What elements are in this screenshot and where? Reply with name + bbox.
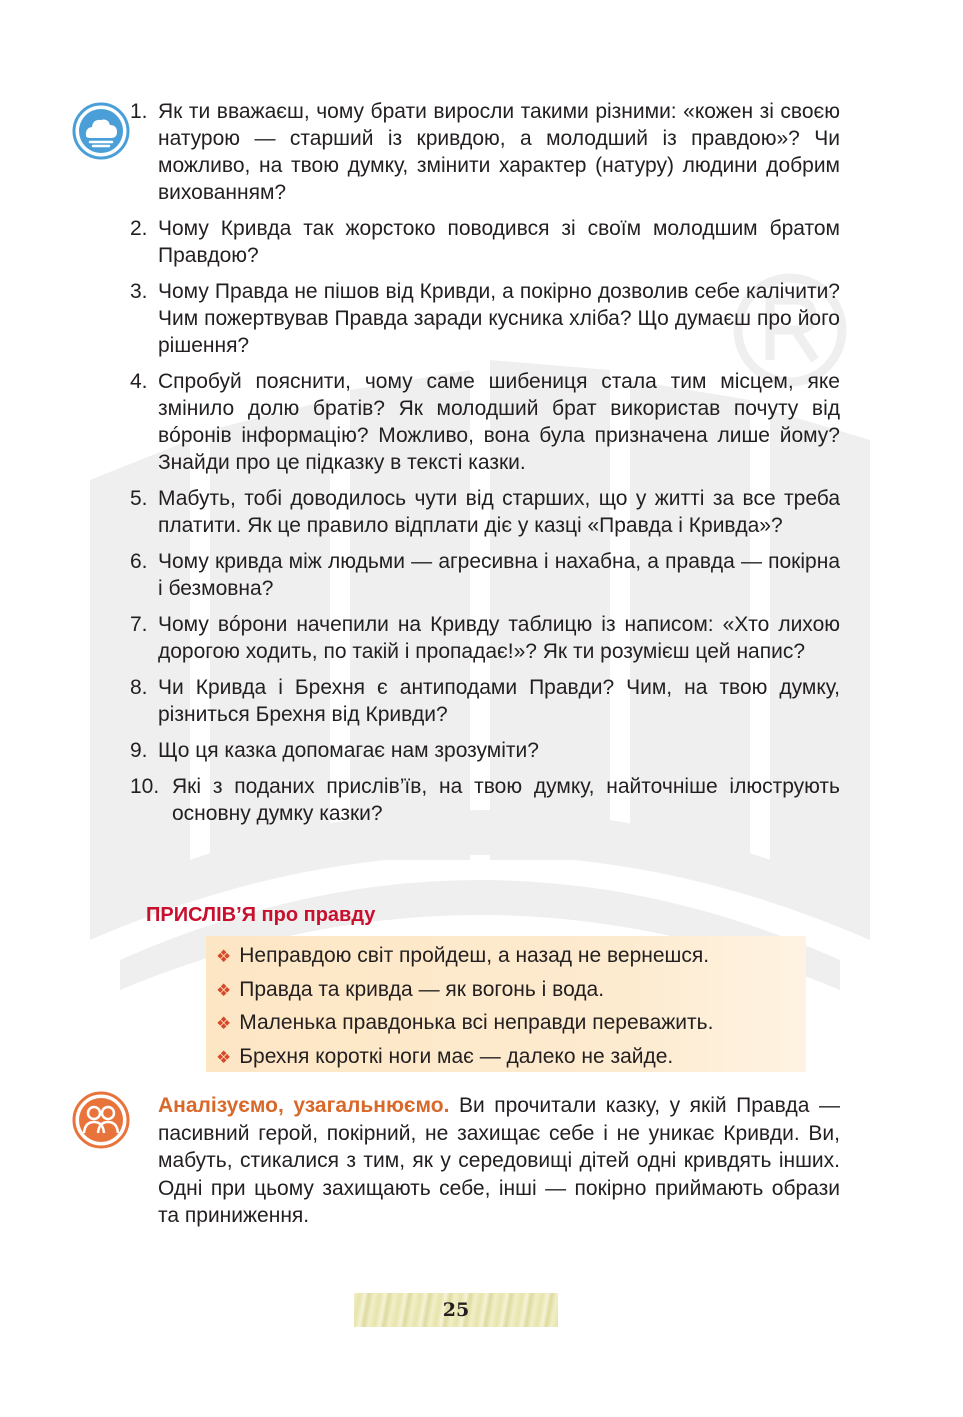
proverbs-title: ПРИСЛІВ’Я про правду [146, 904, 376, 926]
question-number: 2. [130, 217, 148, 240]
question-text: Що ця казка допомагає нам зрозуміти? [158, 739, 539, 762]
cloud-thinking-icon [72, 102, 130, 160]
question-item [130, 368, 840, 476]
question-text: Які з поданих прислів’їв, на твою думку, найточніше ілюструють основну думку казки? [172, 775, 840, 825]
question-item [130, 674, 840, 728]
diamond-bullet-icon: ❖ [216, 947, 232, 966]
question-text: Мабуть, тобі доводилось чути від старших, що у житті за все треба платити. Як це правило відплати діє у казці «Правда і Кривда»? [158, 487, 840, 537]
page-number-band [354, 1293, 558, 1327]
question-item [130, 548, 840, 602]
question-item [130, 485, 840, 539]
proverb-text: Неправдою світ пройдеш, а назад не вернешся. [239, 944, 710, 967]
question-number: 5. [130, 487, 148, 510]
question-item [130, 737, 840, 764]
diamond-bullet-icon: ❖ [216, 980, 232, 1000]
analysis-paragraph [158, 1092, 840, 1230]
proverb-item [216, 974, 806, 1008]
proverb-item [216, 1007, 806, 1041]
question-number: 9. [130, 739, 148, 762]
question-item [130, 773, 840, 827]
question-item [130, 278, 840, 359]
diamond-bullet-icon: ❖ [216, 1047, 232, 1067]
page-number: 25 [442, 1299, 470, 1321]
question-item [130, 98, 840, 206]
question-text: Як ти вважаєш, чому брати виросли такими різними: «кожен зі своєю натурою — старший із кривдою, а молодший із правдою»? Чи можливо, на твою думку, змінити характер (натуру) людини добрим вихованням? [158, 100, 840, 204]
question-number: 10. [130, 775, 160, 798]
question-number: 7. [130, 613, 148, 636]
proverb-text: Правда та кривда — як вогонь і вода. [239, 977, 605, 1001]
question-text: Чому Кривда так жорстоко поводився зі своїм молодшим братом Правдою? [158, 217, 840, 267]
question-text: Чому вóрони начепили на Кривду таблицю із написом: «Хто лихою дорогою ходить, по такій і пропадає!»? Як ти розумієш цей напис? [158, 613, 840, 663]
question-text: Чому кривда між людьми — агресивна і нахабна, а правда — покірна і безмовна? [158, 550, 840, 600]
question-item [130, 611, 840, 665]
question-item [130, 215, 840, 269]
question-number: 1. [130, 100, 148, 123]
question-text: Чому Правда не пішов від Кривди, а покірно дозволив себе калічити? Чим пожертвував Правда заради кусника хліба? Що думаєш про його рішення? [158, 280, 840, 357]
proverbs-list [216, 940, 806, 1074]
analysis-text: Ви прочитали казку, у якій Правда — пасивний герой, покірний, не захищає себе і не уникає Кривди. Ви, мабуть, стикалися з тим, як у середовищі дітей одні кривдять інших. Одні при цьому захищають себе, інші — покірно приймають образи та приниження. [158, 1094, 840, 1227]
proverb-item [216, 1041, 806, 1075]
proverb-text: Маленька правдонька всі неправди переважить. [239, 1011, 714, 1034]
diamond-bullet-icon: ❖ [216, 1014, 232, 1033]
proverb-text: Брехня короткі ноги має — далеко не зайде. [239, 1044, 674, 1068]
two-people-icon [72, 1091, 130, 1149]
question-text: Спробуй пояснити, чому саме шибениця стала тим місцем, яке змінило долю братів? Як молодший брат використав почуту від вóронів інформацію? Можливо, вона була призначена лише йому? Знайди про це підказку в тексті казки. [158, 370, 840, 474]
question-number: 3. [130, 280, 148, 303]
question-number: 8. [130, 676, 148, 699]
analysis-lead: Аналізуємо, узагальнюємо. [158, 1094, 450, 1117]
question-number: 4. [130, 370, 148, 393]
questions-list [130, 98, 840, 836]
proverb-item [216, 940, 806, 974]
question-number: 6. [130, 550, 148, 573]
question-text: Чи Кривда і Брехня є антиподами Правди? Чим, на твою думку, різниться Брехня від Кривди? [158, 676, 840, 726]
